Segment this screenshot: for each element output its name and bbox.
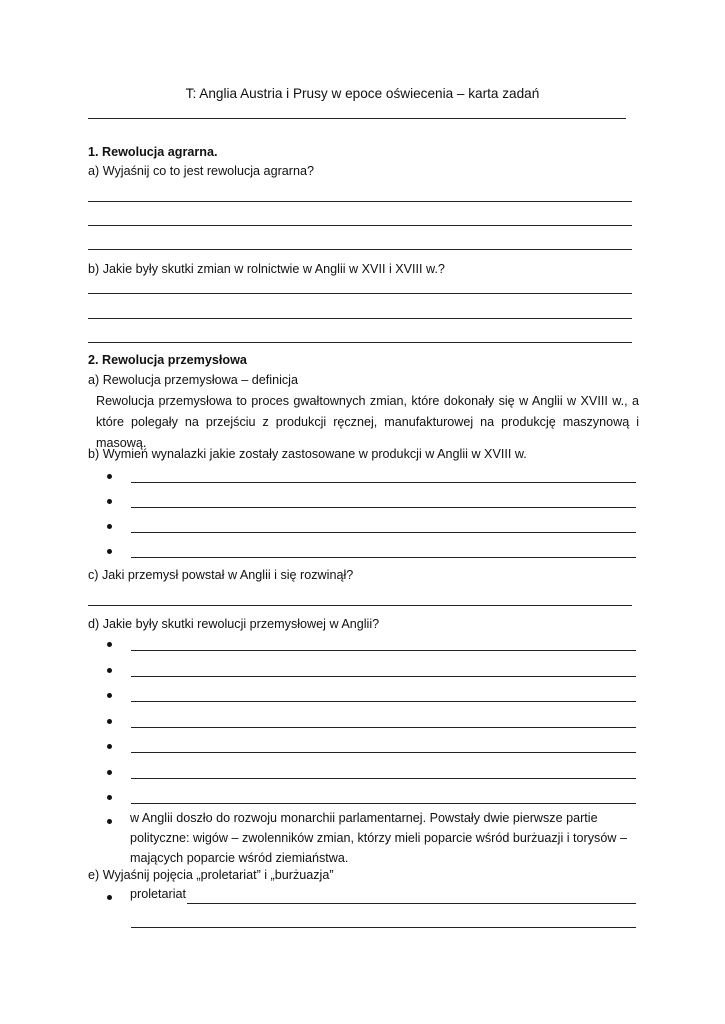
- bullet-icon: [107, 719, 112, 724]
- answer-line[interactable]: [187, 903, 636, 904]
- bullet-icon: [107, 642, 112, 647]
- question-2b: b) Wymień wynalazki jakie zostały zastosowane w produkcji w Anglii w XVIII w.: [88, 447, 527, 461]
- bullet-icon: [107, 499, 112, 504]
- answer-line[interactable]: [131, 803, 636, 804]
- section-2-heading: 2. Rewolucja przemysłowa: [88, 353, 247, 367]
- definition-paragraph: Rewolucja przemysłowa to proces gwałtownych zmian, które dokonały się w Anglii w XVIII w., a które polegały na przejściu z produkcji ręcznej, manufakturowej na produkcję maszynową i masową.: [96, 394, 639, 450]
- bullet-icon: [107, 895, 112, 900]
- page-title: T: Anglia Austria i Prusy w epoce oświecenia – karta zadań: [185, 86, 540, 101]
- answer-line[interactable]: [131, 650, 636, 651]
- question-1a: a) Wyjaśnij co to jest rewolucja agrarna?: [88, 164, 314, 178]
- answer-line[interactable]: [131, 752, 636, 753]
- section-1-heading: 1. Rewolucja agrarna.: [88, 145, 218, 159]
- term-proletariat-label: proletariat: [130, 887, 187, 901]
- answer-line[interactable]: [88, 342, 632, 343]
- answer-line[interactable]: [131, 482, 636, 483]
- answer-line[interactable]: [131, 557, 636, 558]
- answer-line[interactable]: [131, 778, 636, 779]
- answer-line[interactable]: [131, 532, 636, 533]
- bullet-icon: [107, 744, 112, 749]
- given-answer-text: w Anglii doszło do rozwoju monarchii parlamentarnej. Powstały dwie pierwsze partie polityczne: wigów – zwolenników zmian, którzy mieli poparcie wśród burżuazji i torysów – mających poparcie wśród ziemiaństwa.: [130, 811, 627, 865]
- answer-line[interactable]: [131, 727, 636, 728]
- answer-line[interactable]: [88, 225, 632, 226]
- answer-line[interactable]: [88, 318, 632, 319]
- bullet-icon: [107, 819, 112, 824]
- question-2a: a) Rewolucja przemysłowa – definicja: [88, 373, 298, 387]
- answer-line[interactable]: [88, 201, 632, 202]
- question-2e: e) Wyjaśnij pojęcia „proletariat” i „burżuazja”: [88, 868, 334, 882]
- answer-line[interactable]: [88, 249, 632, 250]
- question-2d: d) Jakie były skutki rewolucji przemysłowej w Anglii?: [88, 617, 380, 631]
- bullet-icon: [107, 549, 112, 554]
- answer-line[interactable]: [131, 676, 636, 677]
- answer-line[interactable]: [131, 701, 636, 702]
- bullet-icon: [107, 668, 112, 673]
- answer-line[interactable]: [131, 927, 636, 928]
- bullet-icon: [107, 693, 112, 698]
- answer-line[interactable]: [88, 293, 632, 294]
- answer-line[interactable]: [131, 507, 636, 508]
- title-underline: [88, 118, 626, 119]
- question-2c: c) Jaki przemysł powstał w Anglii i się rozwinął?: [88, 568, 354, 582]
- bullet-icon: [107, 770, 112, 775]
- bullet-icon: [107, 524, 112, 529]
- bullet-icon: [107, 474, 112, 479]
- question-1b: b) Jakie były skutki zmian w rolnictwie w Anglii w XVII i XVIII w.?: [88, 262, 445, 276]
- answer-line[interactable]: [88, 605, 632, 606]
- bullet-icon: [107, 795, 112, 800]
